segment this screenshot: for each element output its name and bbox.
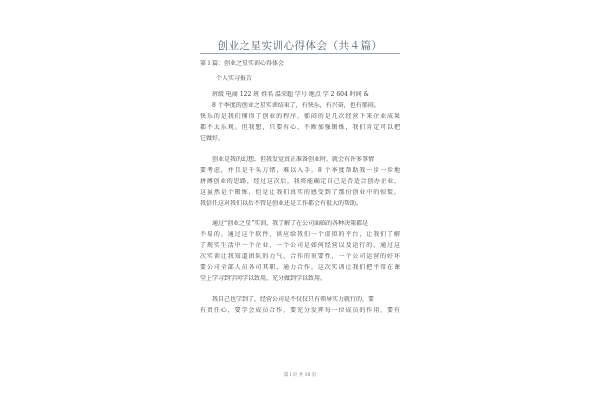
text-line-7: 要考虑，并且是千头万绪，难以入手。8 个季度帮助我一步一步地 bbox=[200, 167, 400, 174]
text-line-2: 8 个季度的创业之星实训结束了，有快乐，有兴奋，也有郁闷。 bbox=[212, 102, 380, 109]
text-line-12: 不易的。通过这个软件，供应给我们一个虚拟的平台，让我们了解 bbox=[200, 231, 400, 238]
text-line-15: 要公司全部人员各司其职，通力合作。这次实训让我们把平常在课 bbox=[200, 264, 400, 271]
text-line-4: 都不太乐观。但我想，只要有心，不断加强锻炼，我们肯定可以把 bbox=[200, 124, 400, 131]
text-line-3: 快乐的是我们懂得了创业的程序，郁闷的是几次经营下来企业成果 bbox=[200, 113, 400, 120]
report-title: 个人实习报告 bbox=[216, 75, 253, 82]
document-title: 创业之星实训心得体会（共４篇） bbox=[217, 40, 383, 52]
text-line-10: 我信任这对我们以后不管是创业还是工作都会有很大的帮助。 bbox=[200, 200, 363, 207]
text-line-11: 通过“创业之星”实训，我了解了在公司面临的各种决策都是 bbox=[212, 220, 369, 227]
text-line-16: 堂上学习到学问学以致用，充分做到学以致用。 bbox=[200, 275, 327, 282]
text-line-18: 有责任心，要学会成员合作，要充分发挥每一位成员的作用，要有 bbox=[200, 307, 400, 314]
section-heading: 第１篇：创业之星实训心得体会 bbox=[200, 60, 285, 67]
title-underline bbox=[200, 53, 400, 54]
text-line-14: 次实训让我知道团队的力气，合作的重要性，一个公司运营的好坏 bbox=[200, 253, 400, 260]
text-line-9: 这虽然是个锻炼，但是让我们真实的感受到了那份创业中的惊慌， bbox=[200, 189, 400, 196]
text-line-17: 我自己也学到了，经营公司是不仅仅只有领导实力就行的，要 bbox=[212, 296, 375, 303]
text-line-5: 它做好。 bbox=[200, 135, 225, 142]
page-footer: 第１页 共 10 页 bbox=[283, 373, 317, 378]
text-line-1: 班级 电商 122 班 姓名 温荣超 学号 地点 学 2 604 时间 & bbox=[212, 91, 369, 98]
text-line-8: 拼搏创业的思路，经过这次后，我将能确定自己是否适合创办企业， bbox=[200, 178, 400, 185]
text-line-6: 创业是我的幻想，但我发觉真正准备创业时，就会有许多事情 bbox=[212, 156, 375, 163]
text-line-13: 了现实生活中一个企业，一个公司是如何经营以及运行的。通过这 bbox=[200, 242, 400, 249]
